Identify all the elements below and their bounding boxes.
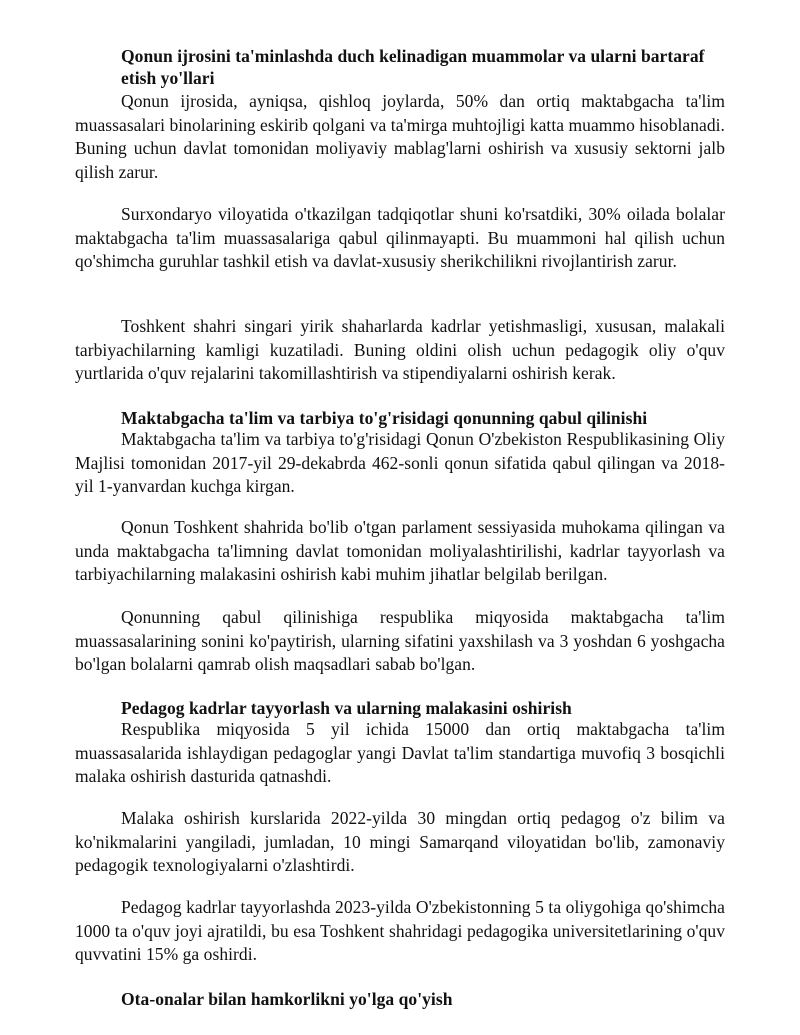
section-heading-4: Ota-onalar bilan hamkorlikni yo'lga qo'yish [121, 989, 453, 1009]
paragraph-2-1: Maktabgacha ta'lim va tarbiya to'g'risidagi Qonun O'zbekiston Respublikasining Oliy Majlisi tomonidan 2017-yil 29-dekabrda 462-sonli qonun sifatida qabul qilingan va 2018-yil 1-yanvardan kuchga kirgan. [75, 429, 725, 497]
section-heading-2: Maktabgacha ta'lim va tarbiya to'g'risidagi qonunning qabul qilinishi [121, 408, 648, 428]
section-heading-1: Qonun ijrosini ta'minlashda duch kelinadigan muammolar va ularni bartaraf etish yo'llari [121, 46, 705, 88]
paragraph-1-2: Surxondaryo viloyatida o'tkazilgan tadqiqotlar shuni ko'rsatdiki, 30% oilada bolalar maktabgacha ta'lim muassasalariga qabul qilinmayapti. Bu muammoni hal qilish uchun qo'shimcha guruhlar tashkil etish va davlat-xususiy sherikchilikni rivojlantirish zarur. [75, 204, 725, 272]
paragraph-3-1: Respublika miqyosida 5 yil ichida 15000 dan ortiq maktabgacha ta'lim muassasalarida ishlaydigan pedagoglar yangi Davlat ta'lim standartiga muvofiq 3 bosqichli malaka oshirish dasturida qatnashdi. [75, 719, 725, 787]
paragraph-3-2: Malaka oshirish kurslarida 2022-yilda 30 mingdan ortiq pedagog o'z bilim va ko'nikmalarini yangiladi, jumladan, 10 mingi Samarqand viloyatidan bo'lib, zamonaviy pedagogik texnologiyalarni o'zlashtirdi. [75, 808, 725, 876]
paragraph-1-1: Qonun ijrosida, ayniqsa, qishloq joylarda, 50% dan ortiq maktabgacha ta'lim muassasalari binolarining eskirib qolgani va ta'mirga muhtojligi katta muammo hisoblanadi. Buning uchun davlat tomonidan moliyaviy mablag'larni oshirish va xususiy sektorni jalb qilish zarur. [75, 91, 725, 182]
paragraph-2-3: Qonunning qabul qilinishiga respublika miqyosida maktabgacha ta'lim muassasalarining sonini ko'paytirish, ularning sifatini yaxshilash va 3 yoshdan 6 yoshgacha bo'lgan bolalarni qamrab olish maqsadlari sabab bo'lgan. [75, 607, 725, 675]
section-heading-3: Pedagog kadrlar tayyorlash va ularning malakasini oshirish [121, 698, 572, 718]
paragraph-3-3: Pedagog kadrlar tayyorlashda 2023-yilda O'zbekistonning 5 ta oliygohiga qo'shimcha 1000 ta o'quv joyi ajratildi, bu esa Toshkent shahridagi pedagogika universitetlarining o'quv quvvatini 15% ga oshirdi. [75, 897, 725, 965]
paragraph-2-2: Qonun Toshkent shahrida bo'lib o'tgan parlament sessiyasida muhokama qilingan va unda maktabgacha ta'limning davlat tomonidan moliyalashtirilishi, kadrlar tayyorlash va tarbiyachilarning malakasini oshirish kabi muhim jihatlar belgilab berilgan. [75, 517, 725, 585]
paragraph-1-3: Toshkent shahri singari yirik shaharlarda kadrlar yetishmasligi, xususan, malakali tarbiyachilarning kamligi kuzatiladi. Buning oldini olish uchun pedagogik oliy o'quv yurtlarida o'quv rejalarini takomillashtirish va stipendiyalarni oshirish kerak. [75, 316, 725, 384]
